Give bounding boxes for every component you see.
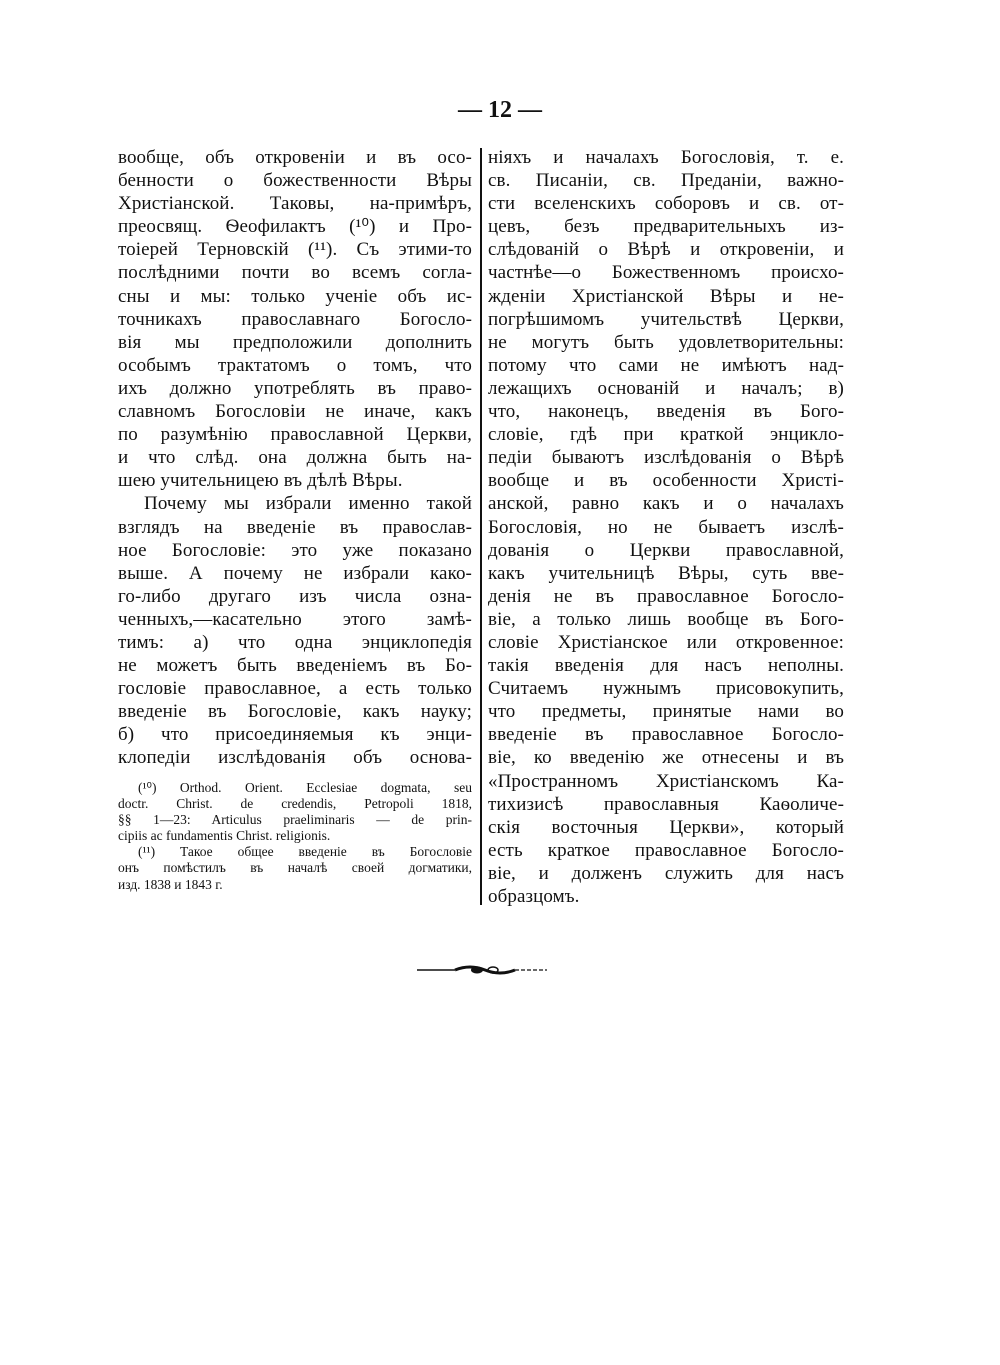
right-column-line-33: образцомъ. <box>488 886 580 907</box>
footnote-line-2: doctr. Christ. de credendis, Petropoli 1818, <box>118 795 472 811</box>
right-column-line-24: Считаемъ нужнымъ присовокупить, <box>488 678 844 700</box>
left-column-line-19: выше. А почему не избрали како- <box>118 562 472 584</box>
left-column-line-13: по разумѣнію православной Церкви, <box>118 424 472 446</box>
left-column-line-27: клопедіи изслѣдованія объ основа- <box>118 747 472 769</box>
right-column-line-5: слѣдованій о Вѣрѣ и откровеніи, и <box>488 239 844 261</box>
left-column-line-8: точникахъ православнаго Богосло- <box>118 308 472 330</box>
left-column-line-12: славномъ Богословіи не иначе, какъ <box>118 401 472 423</box>
left-column-line-5: тоіерей Терновскій (¹¹). Съ этими-то <box>118 239 472 261</box>
left-column-line-1: вообще, объ откровеніи и въ осо- <box>118 147 472 168</box>
right-column-line-17: Богословія, но не бываетъ изслѣ- <box>488 516 844 538</box>
left-column-line-7: сны и мы: только ученіе объ ис- <box>118 285 472 307</box>
right-column-line-1: ніяхъ и началахъ Богословія, т. е. <box>488 147 844 168</box>
left-column-line-16: Почему мы избрали именно такой <box>144 493 472 515</box>
right-column-line-8: погрѣшимомъ учительствѣ Церкви, <box>488 308 844 330</box>
right-column-line-26: введеніе въ православное Богосло- <box>488 724 844 746</box>
right-column-line-22: словіе Христіанское или откровенное: <box>488 631 844 653</box>
right-column-line-27: віе, ко введенію же отнесены и въ <box>488 747 844 769</box>
footnote-line-5: (¹¹) Такое общее введеніе въ Богословіе <box>138 844 472 860</box>
left-column-line-25: введеніе въ Богословіе, какъ науку; <box>118 701 472 723</box>
right-column-line-28: «Пространномъ Христіанскомъ Ка- <box>488 770 844 792</box>
right-column-line-16: анской, равно какъ и о началахъ <box>488 493 844 515</box>
left-column-line-9: вія мы предположили дополнить <box>118 331 472 353</box>
footnote-line-3: §§ 1—23: Articulus praeliminaris — de prin- <box>118 811 472 827</box>
left-column-line-4: преосвящ. Ѳеофилактъ (¹⁰) и Про- <box>118 216 472 238</box>
end-ornament <box>415 960 555 980</box>
right-column-line-29: тихизисѣ православныя Каѳоличе- <box>488 793 844 815</box>
right-column-line-7: жденіи Христіанской Вѣры и не- <box>488 285 844 307</box>
right-column-line-18: дованія о Церкви православной, <box>488 539 844 561</box>
left-column-line-21: ченныхъ,—касательно этого замѣ- <box>118 608 472 630</box>
right-column-line-2: св. Писаніи, св. Преданіи, важно- <box>488 170 844 192</box>
footnote-line-4: cipiis ac fundamentis Christ. religionis. <box>118 828 331 844</box>
left-column-line-22: тимъ: а) что одна энциклопедія <box>118 631 472 653</box>
left-column-line-24: гословіе православное, а есть только <box>118 678 472 700</box>
right-column-line-31: есть краткое православное Богосло- <box>488 839 844 861</box>
column-divider <box>480 148 482 905</box>
right-column <box>488 146 844 908</box>
right-column-line-20: денія не въ православное Богосло- <box>488 585 844 607</box>
right-column-line-13: словіе, гдѣ при краткой энцикло- <box>488 424 844 446</box>
right-column-line-3: сти вселенскихъ соборовъ и св. от- <box>488 193 844 215</box>
left-column-text <box>118 146 472 770</box>
footnote-line-1: (¹⁰) Orthod. Orient. Ecclesiae dogmata, seu <box>138 779 472 795</box>
right-column-line-9: не могутъ быть удовлетворительны: <box>488 331 844 353</box>
right-column-line-6: частнѣе—о Божественномъ происхо- <box>488 262 844 284</box>
left-column-line-6: послѣдними почти во всемъ согла- <box>118 262 472 284</box>
right-column-line-11: лежащихъ основаній и началъ; в) <box>488 377 844 399</box>
left-column-line-3: Христіанской. Таковы, на-примѣръ, <box>118 193 472 215</box>
left-column-line-11: ихъ должно употреблять въ право- <box>118 377 472 399</box>
left-column-line-26: б) что присоединяемыя къ энци- <box>118 724 472 746</box>
right-column-line-12: что, наконецъ, введенія въ Бого- <box>488 401 844 423</box>
right-column-line-21: віе, а только лишь вообще въ Бого- <box>488 608 844 630</box>
footnote-line-7: изд. 1838 и 1843 г. <box>118 876 223 892</box>
right-column-line-14: педіи бываютъ изслѣдованія о Вѣрѣ <box>488 447 844 469</box>
right-column-line-30: скія восточныя Церкви», который <box>488 816 844 838</box>
footnote-line-6: онъ помѣстилъ въ началѣ своей догматики, <box>118 860 472 876</box>
right-column-line-10: потому что сами не имѣютъ над- <box>488 354 844 376</box>
right-column-line-19: какъ учительницѣ Вѣры, суть вве- <box>488 562 844 584</box>
page-number: — 12 — <box>458 97 542 123</box>
right-column-line-32: віе, и долженъ служить для насъ <box>488 862 844 884</box>
left-column-line-23: не можетъ быть введеніемъ въ Бо- <box>118 655 472 677</box>
left-column-line-17: взглядъ на введеніе въ православ- <box>118 516 472 538</box>
right-column-line-4: цевъ, безъ предварительныхъ из- <box>488 216 844 238</box>
left-column-line-20: го-либо другаго изъ числа озна- <box>118 585 472 607</box>
left-column-line-2: бенности о божественности Вѣры <box>118 170 472 192</box>
left-column-line-10: особымъ трактатомъ о томъ, что <box>118 354 472 376</box>
right-column-text <box>488 146 844 908</box>
footnotes <box>118 780 472 893</box>
right-column-line-25: что предметы, принятые нами во <box>488 701 844 723</box>
left-column-line-18: ное Богословіе: это уже показано <box>118 539 472 561</box>
left-column-line-14: и что слѣд. она должна быть на- <box>118 447 472 469</box>
left-column <box>118 146 472 893</box>
right-column-line-23: такія введенія для насъ неполны. <box>488 655 844 677</box>
left-column-line-15: шею учительницею въ дѣлѣ Вѣры. <box>118 470 403 492</box>
right-column-line-15: вообще и въ особенности Христі- <box>488 470 844 492</box>
